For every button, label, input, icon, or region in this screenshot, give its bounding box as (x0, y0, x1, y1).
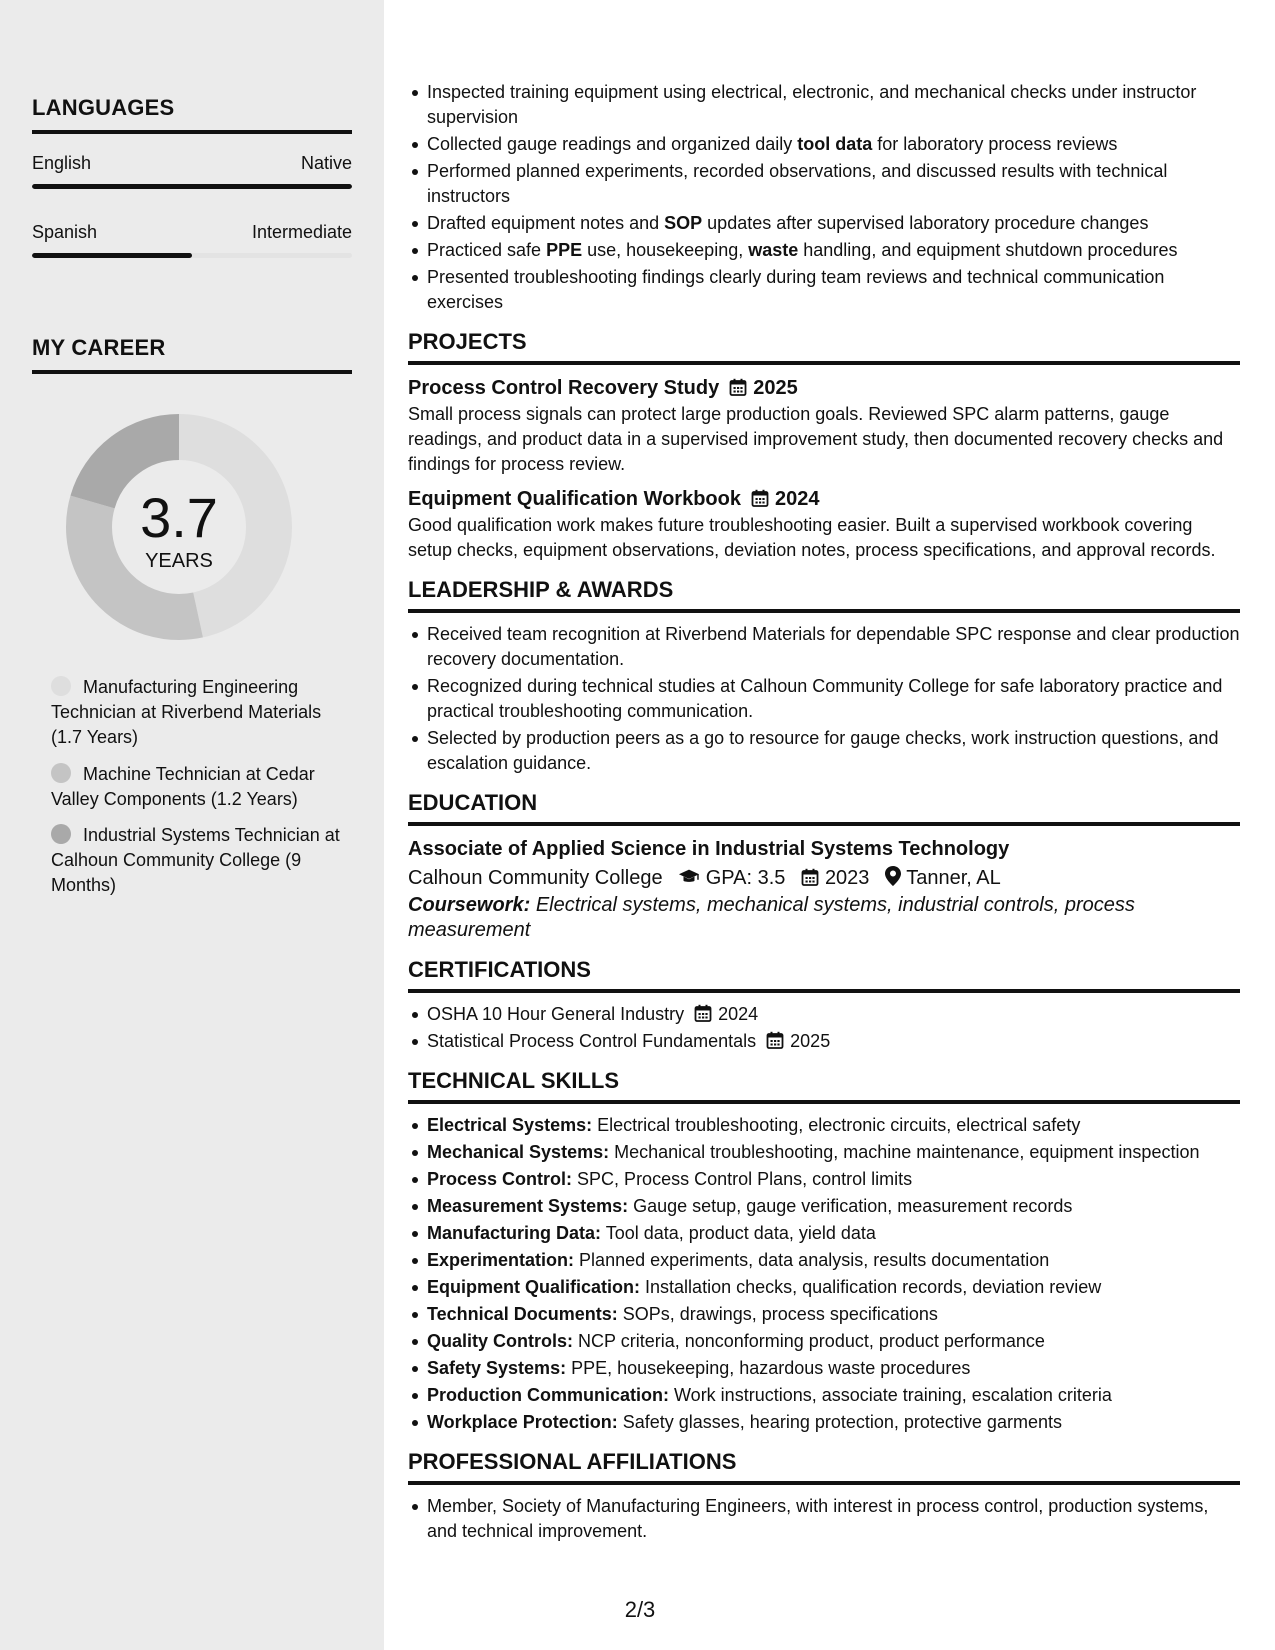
skill-label: Measurement Systems: (427, 1196, 629, 1216)
language-bar-fill (32, 253, 192, 258)
skill-item (427, 1383, 1240, 1408)
language-level: Intermediate (251, 222, 352, 242)
certifications-list (408, 1002, 1240, 1054)
language-bar-spanish (32, 253, 352, 258)
skill-item (427, 1248, 1240, 1273)
page-number: 2/3 (624, 1597, 656, 1622)
project-header (408, 374, 1240, 402)
main-content (408, 80, 1240, 1546)
experience-bullet-list (408, 80, 1240, 315)
certification-year: 2025 (790, 1031, 831, 1051)
calendar-icon (756, 1031, 790, 1051)
skill-item (427, 1167, 1240, 1192)
calendar-icon (719, 377, 753, 399)
bullet-text: for laboratory process reviews (872, 134, 1118, 154)
skill-label: Process Control: (427, 1169, 573, 1189)
legend-dot (51, 763, 71, 783)
bullet-text: Presented troubleshooting findings clearly during team reviews and technical communication exercises (427, 267, 1165, 312)
skills-list (408, 1113, 1240, 1435)
language-level: Native (300, 153, 352, 173)
project-description: Small process signals can protect large production goals. Reviewed SPC alarm patterns, gauge readings, and product data in a supervised improvement study, then documented recovery checks and findings for process review. (408, 404, 1224, 474)
experience-bullet (427, 265, 1240, 315)
education-heading: EDUCATION (408, 790, 1240, 826)
education-year: 2023 (824, 867, 870, 889)
skill-label: Production Communication: (427, 1385, 669, 1405)
career-heading: MY CAREER (32, 335, 352, 374)
skill-value: Safety glasses, hearing protection, protective garments (622, 1412, 1062, 1432)
skill-value: NCP criteria, nonconforming product, product performance (578, 1331, 1045, 1351)
career-years-unit: YEARS (145, 550, 213, 572)
project-name: Process Control Recovery Study (408, 377, 720, 399)
legend-dot (51, 824, 71, 844)
career-legend-item (51, 762, 341, 812)
certifications-heading: CERTIFICATIONS (408, 957, 1240, 993)
graduation-cap-icon (678, 867, 700, 889)
skill-item (427, 1275, 1240, 1300)
bullet-text: Practiced safe (427, 240, 547, 260)
language-row-spanish (32, 222, 352, 243)
legend-dot (51, 676, 71, 696)
award-item: Received team recognition at Riverbend Materials for dependable SPC response and clear production recovery documentation. (427, 622, 1240, 672)
calendar-icon (791, 867, 825, 889)
skill-value: Tool data, product data, yield data (605, 1223, 876, 1243)
education-coursework (408, 893, 1240, 943)
skill-item (427, 1194, 1240, 1219)
experience-bullet (427, 211, 1240, 236)
skill-item (427, 1140, 1240, 1165)
education-school: Calhoun Community College (408, 867, 663, 889)
affiliation-item: Member, Society of Manufacturing Engineers, with interest in process control, production systems, and technical improvement. (427, 1494, 1240, 1544)
certification-name: Statistical Process Control Fundamentals (427, 1031, 757, 1051)
language-bar-english (32, 184, 352, 189)
awards-heading: LEADERSHIP & AWARDS (408, 577, 1240, 613)
project-header (408, 485, 1240, 513)
language-name: Spanish (32, 222, 98, 242)
career-legend-item (51, 675, 341, 750)
experience-bullet (427, 132, 1240, 157)
skill-label: Workplace Protection: (427, 1412, 618, 1432)
language-row-english (32, 153, 352, 174)
experience-bullet (427, 80, 1240, 130)
education-gpa: GPA: 3.5 (705, 867, 786, 889)
bullet-keyword: waste (748, 240, 799, 260)
bullet-text: Performed planned experiments, recorded observations, and discussed results with technical instructors (427, 161, 1168, 206)
skill-value: Gauge setup, gauge verification, measurement records (633, 1196, 1073, 1216)
skill-label: Experimentation: (427, 1250, 575, 1270)
skill-label: Safety Systems: (427, 1358, 567, 1378)
certification-year: 2024 (718, 1004, 759, 1024)
education-meta (408, 863, 1240, 893)
skill-item (427, 1329, 1240, 1354)
skill-value: Mechanical troubleshooting, machine maintenance, equipment inspection (614, 1142, 1200, 1162)
coursework-text: Electrical systems, mechanical systems, industrial controls, process measurement (408, 894, 1135, 941)
project-item (408, 485, 1240, 563)
skill-value: PPE, housekeeping, hazardous waste procedures (571, 1358, 971, 1378)
legend-label: Machine Technician at Cedar Valley Components (1.2 Years) (51, 764, 315, 809)
award-item: Selected by production peers as a go to resource for gauge checks, work instruction questions, and escalation guidance. (427, 726, 1240, 776)
affiliations-heading: PROFESSIONAL AFFILIATIONS (408, 1449, 1240, 1485)
bullet-text: handling, and equipment shutdown procedures (798, 240, 1178, 260)
certification-item (427, 1029, 1240, 1054)
affiliations-list (408, 1494, 1240, 1544)
bullet-keyword: SOP (664, 213, 703, 233)
skill-value: Work instructions, associate training, escalation criteria (674, 1385, 1112, 1405)
skill-label: Quality Controls: (427, 1331, 574, 1351)
bullet-keyword: tool data (797, 134, 873, 154)
legend-label: Industrial Systems Technician at Calhoun Community College (9 Months) (51, 825, 340, 895)
skills-heading: TECHNICAL SKILLS (408, 1068, 1240, 1104)
projects-heading: PROJECTS (408, 329, 1240, 365)
bullet-text: updates after supervised laboratory procedure changes (702, 213, 1149, 233)
coursework-label: Coursework: (408, 894, 531, 916)
language-name: English (32, 153, 92, 173)
language-bar-fill (32, 184, 352, 189)
bullet-text: Inspected training equipment using electrical, electronic, and mechanical checks under instructor supervision (427, 82, 1197, 127)
project-year: 2024 (774, 488, 820, 510)
education-degree: Associate of Applied Science in Industrial Systems Technology (408, 838, 1010, 860)
skill-value: Planned experiments, data analysis, results documentation (579, 1250, 1050, 1270)
bullet-text: use, housekeeping, (582, 240, 749, 260)
skill-value: Installation checks, qualification records, deviation review (645, 1277, 1102, 1297)
bullet-text: Drafted equipment notes and (427, 213, 665, 233)
sidebar (0, 0, 384, 1650)
career-legend-item (51, 823, 341, 898)
awards-list (408, 622, 1240, 776)
skill-item (427, 1302, 1240, 1327)
skill-label: Electrical Systems: (427, 1115, 593, 1135)
calendar-icon (684, 1004, 718, 1024)
project-description: Good qualification work makes future troubleshooting easier. Built a supervised workbook covering setup checks, equipment observations, deviation notes, process specifications, and approval records. (408, 515, 1216, 560)
skill-label: Manufacturing Data: (427, 1223, 602, 1243)
bullet-keyword: PPE (546, 240, 583, 260)
map-pin-icon (885, 867, 901, 889)
skill-item (427, 1356, 1240, 1381)
skill-item (427, 1113, 1240, 1138)
experience-bullet (427, 238, 1240, 263)
project-item (408, 374, 1240, 477)
education-location: Tanner, AL (906, 867, 1001, 889)
skill-label: Equipment Qualification: (427, 1277, 641, 1297)
legend-label: Manufacturing Engineering Technician at Riverbend Materials (1.7 Years) (51, 677, 322, 747)
skill-value: SOPs, drawings, process specifications (622, 1304, 938, 1324)
award-item: Recognized during technical studies at Calhoun Community College for safe laboratory practice and practical troubleshooting communication. (427, 674, 1240, 724)
skill-value: Electrical troubleshooting, electronic circuits, electrical safety (597, 1115, 1081, 1135)
career-years-value: 3.7 (140, 486, 218, 549)
skill-label: Technical Documents: (427, 1304, 618, 1324)
skill-value: SPC, Process Control Plans, control limits (577, 1169, 913, 1189)
skill-item (427, 1410, 1240, 1435)
certification-name: OSHA 10 Hour General Industry (427, 1004, 685, 1024)
project-year: 2025 (753, 377, 798, 399)
languages-heading: LANGUAGES (32, 95, 352, 134)
skill-label: Mechanical Systems: (427, 1142, 610, 1162)
experience-bullet (427, 159, 1240, 209)
certification-item (427, 1002, 1240, 1027)
skill-item (427, 1221, 1240, 1246)
calendar-icon (741, 488, 775, 510)
bullet-text: Collected gauge readings and organized daily (427, 134, 798, 154)
project-name: Equipment Qualification Workbook (408, 488, 741, 510)
